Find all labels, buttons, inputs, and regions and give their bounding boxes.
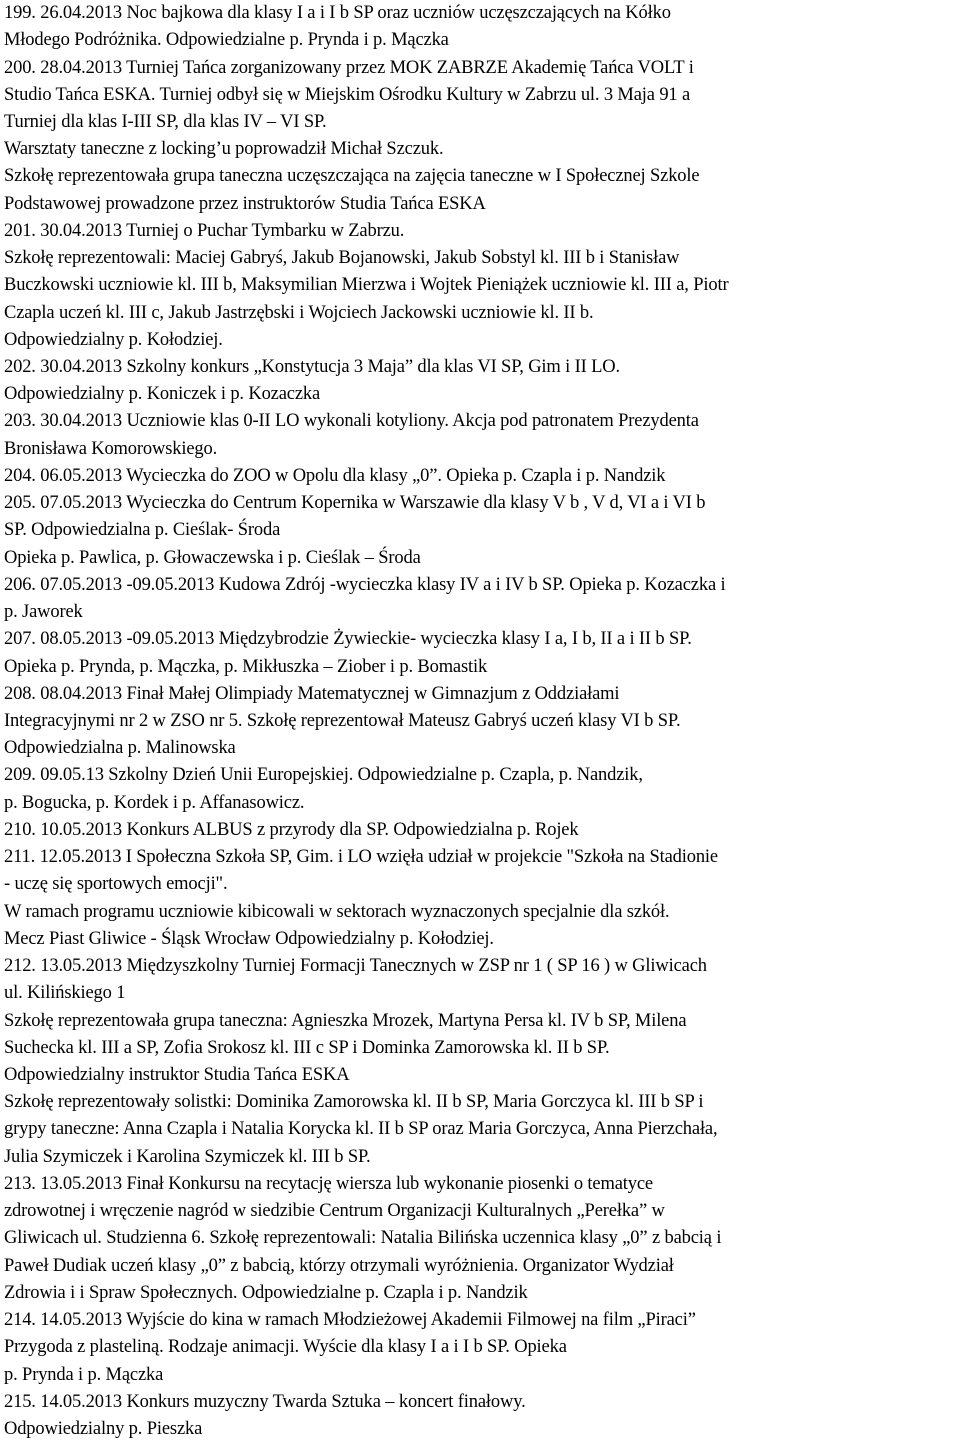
text-line: Odpowiedzialny instruktor Studia Tańca ESKA xyxy=(4,1065,350,1085)
text-line: Szkołę reprezentowała grupa taneczna uczęszczająca na zajęcia taneczne w I Społecznej Szkole xyxy=(4,166,700,187)
text-line: Zdrowia i i Spraw Społecznych. Odpowiedzialne p. Czapla i p. Nandzik xyxy=(4,1282,528,1303)
text-line: grypy taneczne: Anna Czapla i Natalia Korycka kl. II b SP oraz Maria Gorczyca, Anna Pierzchała, xyxy=(4,1119,718,1140)
text-line: Opieka p. Prynda, p. Mączka, p. Mikłuszka – Ziober i p. Bomastik xyxy=(4,656,488,677)
text-line: 207. 08.05.2013 -09.05.2013 Międzybrodzie Żywieckie- wycieczka klasy I a, I b, II a i II b SP. xyxy=(4,629,692,650)
text-line: SP. Odpowiedzialna p. Cieślak- Środa xyxy=(4,520,281,541)
text-line: Buczkowski uczniowie kl. III b, Maksymilian Mierzwa i Wojtek Pieniążek uczniowie kl. III a, Piotr xyxy=(4,275,729,296)
text-line: Mecz Piast Gliwice - Śląsk Wrocław Odpowiedzialny p. Kołodziej. xyxy=(4,928,494,949)
text-line: Warsztaty taneczne z locking’u poprowadził Michał Szczuk. xyxy=(4,139,444,160)
text-line: - uczę się sportowych emocji". xyxy=(4,874,228,895)
text-line: 215. 14.05.2013 Konkurs muzyczny Twarda Sztuka – koncert finałowy. xyxy=(4,1391,526,1412)
text-line: 209. 09.05.13 Szkolny Dzień Unii Europejskiej. Odpowiedzialne p. Czapla, p. Nandzik, xyxy=(4,765,643,786)
text-line: Julia Szymiczek i Karolina Szymiczek kl. III b SP. xyxy=(4,1146,371,1167)
text-line: Czapla uczeń kl. III c, Jakub Jastrzębski i Wojciech Jackowski uczniowie kl. II b. xyxy=(4,302,594,323)
text-line: 204. 06.05.2013 Wycieczka do ZOO w Opolu dla klasy „0”. Opieka p. Czapla i p. Nandzik xyxy=(4,465,666,486)
text-line: Integracyjnymi nr 2 w ZSO nr 5. Szkołę reprezentował Mateusz Gabryś uczeń klasy VI b SP. xyxy=(4,711,681,731)
text-line: Szkołę reprezentowały solistki: Dominika Zamorowska kl. II b SP, Maria Gorczyca kl. III b SP i xyxy=(4,1092,704,1113)
text-line: Odpowiedzialna p. Malinowska xyxy=(4,738,236,759)
text-line: Gliwicach ul. Studzienna 6. Szkołę reprezentowali: Natalia Bilińska uczennica klasy „0” z babcią i xyxy=(4,1228,722,1249)
text-line: 202. 30.04.2013 Szkolny konkurs „Konstytucja 3 Maja” dla klas VI SP, Gim i II LO. xyxy=(4,357,620,377)
text-line: Podstawowej prowadzone przez instruktorów Studia Tańca ESKA xyxy=(4,193,486,214)
text-line: W ramach programu uczniowie kibicowali w sektorach wyznaczonych specjalnie dla szkół. xyxy=(4,901,670,922)
text-line: Paweł Dudiak uczeń klasy „0” z babcią, którzy otrzymali wyróżnienia. Organizator Wydział xyxy=(4,1255,674,1276)
text-line: 210. 10.05.2013 Konkurs ALBUS z przyrody dla SP. Odpowiedzialna p. Rojek xyxy=(4,819,579,840)
text-line: zdrowotnej i wręczenie nagród w siedzibie Centrum Organizacji Kulturalnych „Perełka” w xyxy=(4,1201,665,1222)
text-line: p. Jaworek xyxy=(4,602,83,623)
text-line: 201. 30.04.2013 Turniej o Puchar Tymbarku w Zabrzu. xyxy=(4,220,405,241)
text-line: 208. 08.04.2013 Finał Małej Olimpiady Matematycznej w Gimnazjum z Oddziałami xyxy=(4,683,620,704)
text-line: Odpowiedzialny p. Koniczek i p. Kozaczka xyxy=(4,384,321,405)
text-line: 199. 26.04.2013 Noc bajkowa dla klasy I a i I b SP oraz uczniów uczęszczających na Kółko xyxy=(4,3,671,23)
text-line: Przygoda z plasteliną. Rodzaje animacji. Wyście dla klasy I a i I b SP. Opieka xyxy=(4,1337,567,1358)
text-line: p. Bogucka, p. Kordek i p. Affanasowicz. xyxy=(4,792,305,813)
text-line: Szkołę reprezentowała grupa taneczna: Agnieszka Mrozek, Martyna Persa kl. IV b SP, Milena xyxy=(4,1010,687,1031)
text-line: Opieka p. Pawlica, p. Głowaczewska i p. Cieślak – Środa xyxy=(4,547,421,568)
text-line: 205. 07.05.2013 Wycieczka do Centrum Kopernika w Warszawie dla klasy V b , V d, VI a i VI b xyxy=(4,493,706,514)
text-line: Bronisława Komorowskiego. xyxy=(4,438,218,459)
text-line: Odpowiedzialny p. Pieszka xyxy=(4,1419,203,1439)
text-line: 200. 28.04.2013 Turniej Tańca zorganizowany przez MOK ZABRZE Akademię Tańca VOLT i xyxy=(4,57,694,78)
text-line: Suchecka kl. III a SP, Zofia Srokosz kl. III c SP i Dominka Zamorowska kl. II b SP. xyxy=(4,1037,610,1058)
text-line: Odpowiedzialny p. Kołodziej. xyxy=(4,329,223,350)
text-line: 206. 07.05.2013 -09.05.2013 Kudowa Zdrój -wycieczka klasy IV a i IV b SP. Opieka p. Kozaczka i xyxy=(4,574,726,595)
text-line: 203. 30.04.2013 Uczniowie klas 0-II LO wykonali kotyliony. Akcja pod patronatem Prezydenta xyxy=(4,411,699,432)
text-line: Studio Tańca ESKA. Turniej odbył się w Miejskim Ośrodku Kultury w Zabrzu ul. 3 Maja 91 a xyxy=(4,84,691,105)
text-line: 212. 13.05.2013 Międzyszkolny Turniej Formacji Tanecznych w ZSP nr 1 ( SP 16 ) w Gliwicach xyxy=(4,956,707,977)
text-line: 211. 12.05.2013 I Społeczna Szkoła SP, Gim. i LO wzięła udział w projekcie "Szkoła na Stadionie xyxy=(4,847,718,868)
text-line: 213. 13.05.2013 Finał Konkursu na recytację wiersza lub wykonanie piosenki o tematyce xyxy=(4,1173,653,1194)
text-line: Turniej dla klas I-III SP, dla klas IV – VI SP. xyxy=(4,111,327,132)
text-line: Szkołę reprezentowali: Maciej Gabryś, Jakub Bojanowski, Jakub Sobstyl kl. III b i Stanisław xyxy=(4,248,680,269)
text-line: 214. 14.05.2013 Wyjście do kina w ramach Młodzieżowej Akademii Filmowej na film „Piraci” xyxy=(4,1310,696,1330)
text-line: Młodego Podróżnika. Odpowiedzialne p. Prynda i p. Mączka xyxy=(4,30,449,51)
text-line: ul. Kilińskiego 1 xyxy=(4,983,126,1004)
text-line: p. Prynda i p. Mączka xyxy=(4,1364,164,1385)
